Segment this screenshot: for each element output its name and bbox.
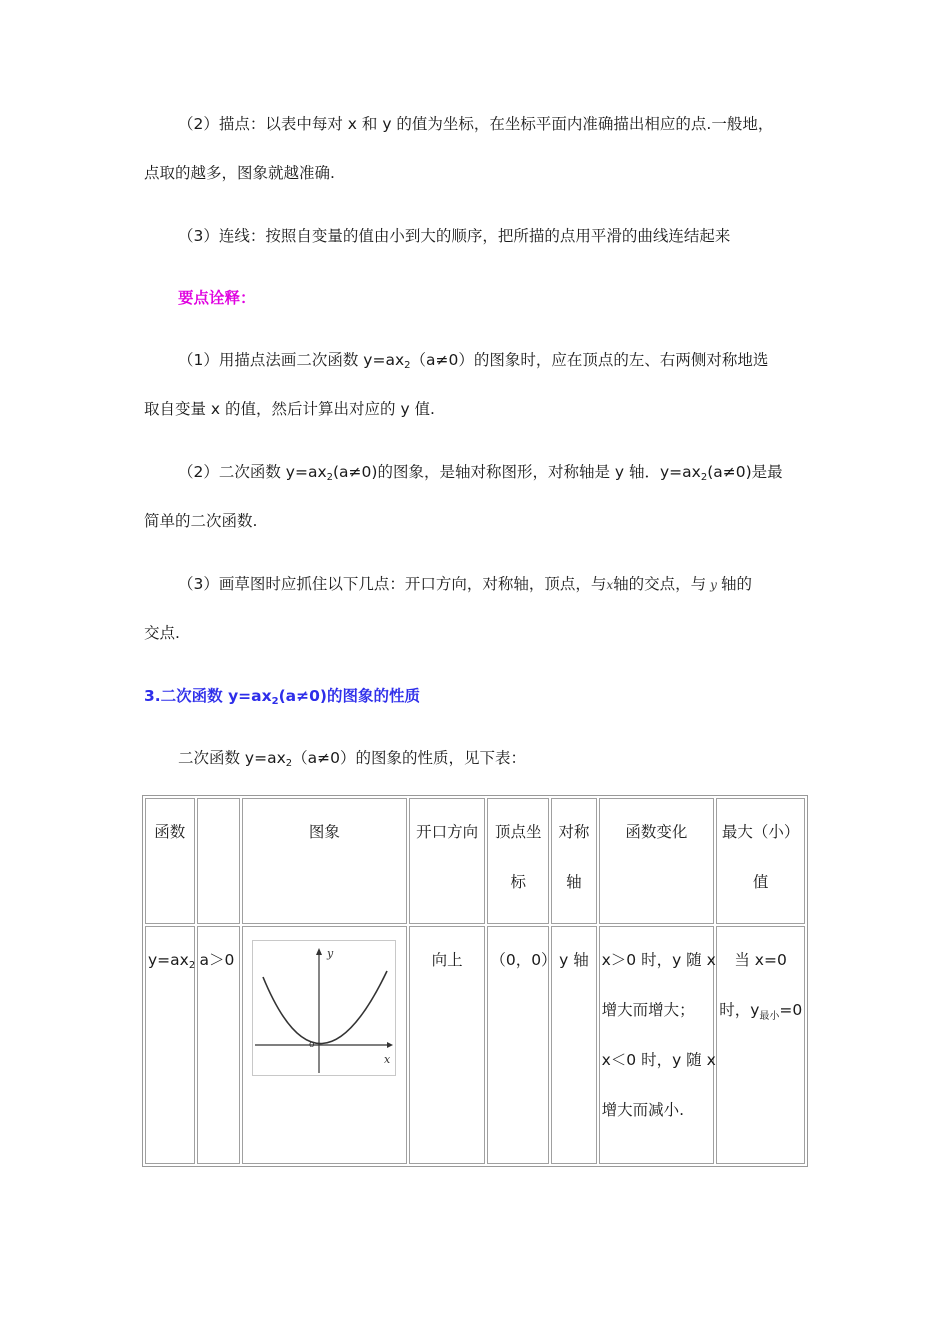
header-graph: 图象 xyxy=(242,798,407,924)
parabola-graph xyxy=(252,940,396,1076)
header-vertex: 顶点坐 标 xyxy=(487,798,549,924)
header-axis: 对称 轴 xyxy=(551,798,596,924)
cell-extreme: 当 x=0 时，$y_{最小}=0$ xyxy=(716,926,805,1164)
header-blank xyxy=(197,798,240,924)
cell-condition: a＞0 xyxy=(197,926,240,1164)
key-point-1-line2: 取自变量 x 的值，然后计算出对应的 y 值. xyxy=(144,400,435,418)
para-plot-points-line1: （2）描点：以表中每对 x 和 y 的值为坐标，在坐标平面内准确描出相应的点.一般地， xyxy=(178,115,774,133)
header-extreme: 最大（小） 值 xyxy=(716,798,805,924)
properties-table xyxy=(142,795,808,1167)
key-point-3-line2: 交点. xyxy=(144,624,180,642)
parabola-curve xyxy=(263,971,387,1044)
para-connect-line: （3）连线：按照自变量的值由小到大的顺序，把所描的点用平滑的曲线连结起来 xyxy=(178,227,731,245)
section-3-heading: 3.二次函数 y=ax2(a≠0)的图象的性质 xyxy=(144,687,420,707)
header-opening: 开口方向 xyxy=(409,798,485,924)
parabola-svg xyxy=(253,941,395,1075)
cell-graph xyxy=(242,926,407,1164)
cell-vertex: （0，0） xyxy=(487,926,549,1164)
key-points-heading: 要点诠释： xyxy=(178,289,256,307)
table-header-row xyxy=(145,798,805,924)
x-axis-label: x xyxy=(383,1053,391,1066)
header-change: 函数变化 xyxy=(599,798,715,924)
table-row xyxy=(145,926,805,1164)
origin-label: o xyxy=(308,1040,315,1050)
cell-change: x＞0 时，y 随 x 增大而增大； x＜0 时，y 随 x 增大而减小. xyxy=(599,926,715,1164)
header-function: 函数 xyxy=(145,798,195,924)
key-point-2-line1: （2）二次函数 y=ax2(a≠0)的图象，是轴对称图形，对称轴是 y 轴．y=ax2(a≠0)是最 xyxy=(178,463,783,483)
para-plot-points-line2: 点取的越多，图象就越准确. xyxy=(144,164,335,182)
cell-function: y=ax2 xyxy=(145,926,195,1164)
cell-axis: y 轴 xyxy=(551,926,596,1164)
y-axis-label: y xyxy=(326,947,334,960)
key-point-2-line2: 简单的二次函数. xyxy=(144,512,258,530)
key-point-1-line1: （1）用描点法画二次函数 y=ax2（a≠0）的图象时，应在顶点的左、右两侧对称地选 xyxy=(178,351,769,371)
table-intro: 二次函数 y=ax2（a≠0）的图象的性质，见下表： xyxy=(178,749,526,769)
x-axis-arrow xyxy=(387,1042,393,1048)
cell-opening: 向上 xyxy=(409,926,485,1164)
y-axis-arrow xyxy=(316,948,322,955)
key-point-3-line1: （3）画草图时应抓住以下几点：开口方向，对称轴，顶点，与x轴的交点，与 y 轴的 xyxy=(178,575,752,593)
